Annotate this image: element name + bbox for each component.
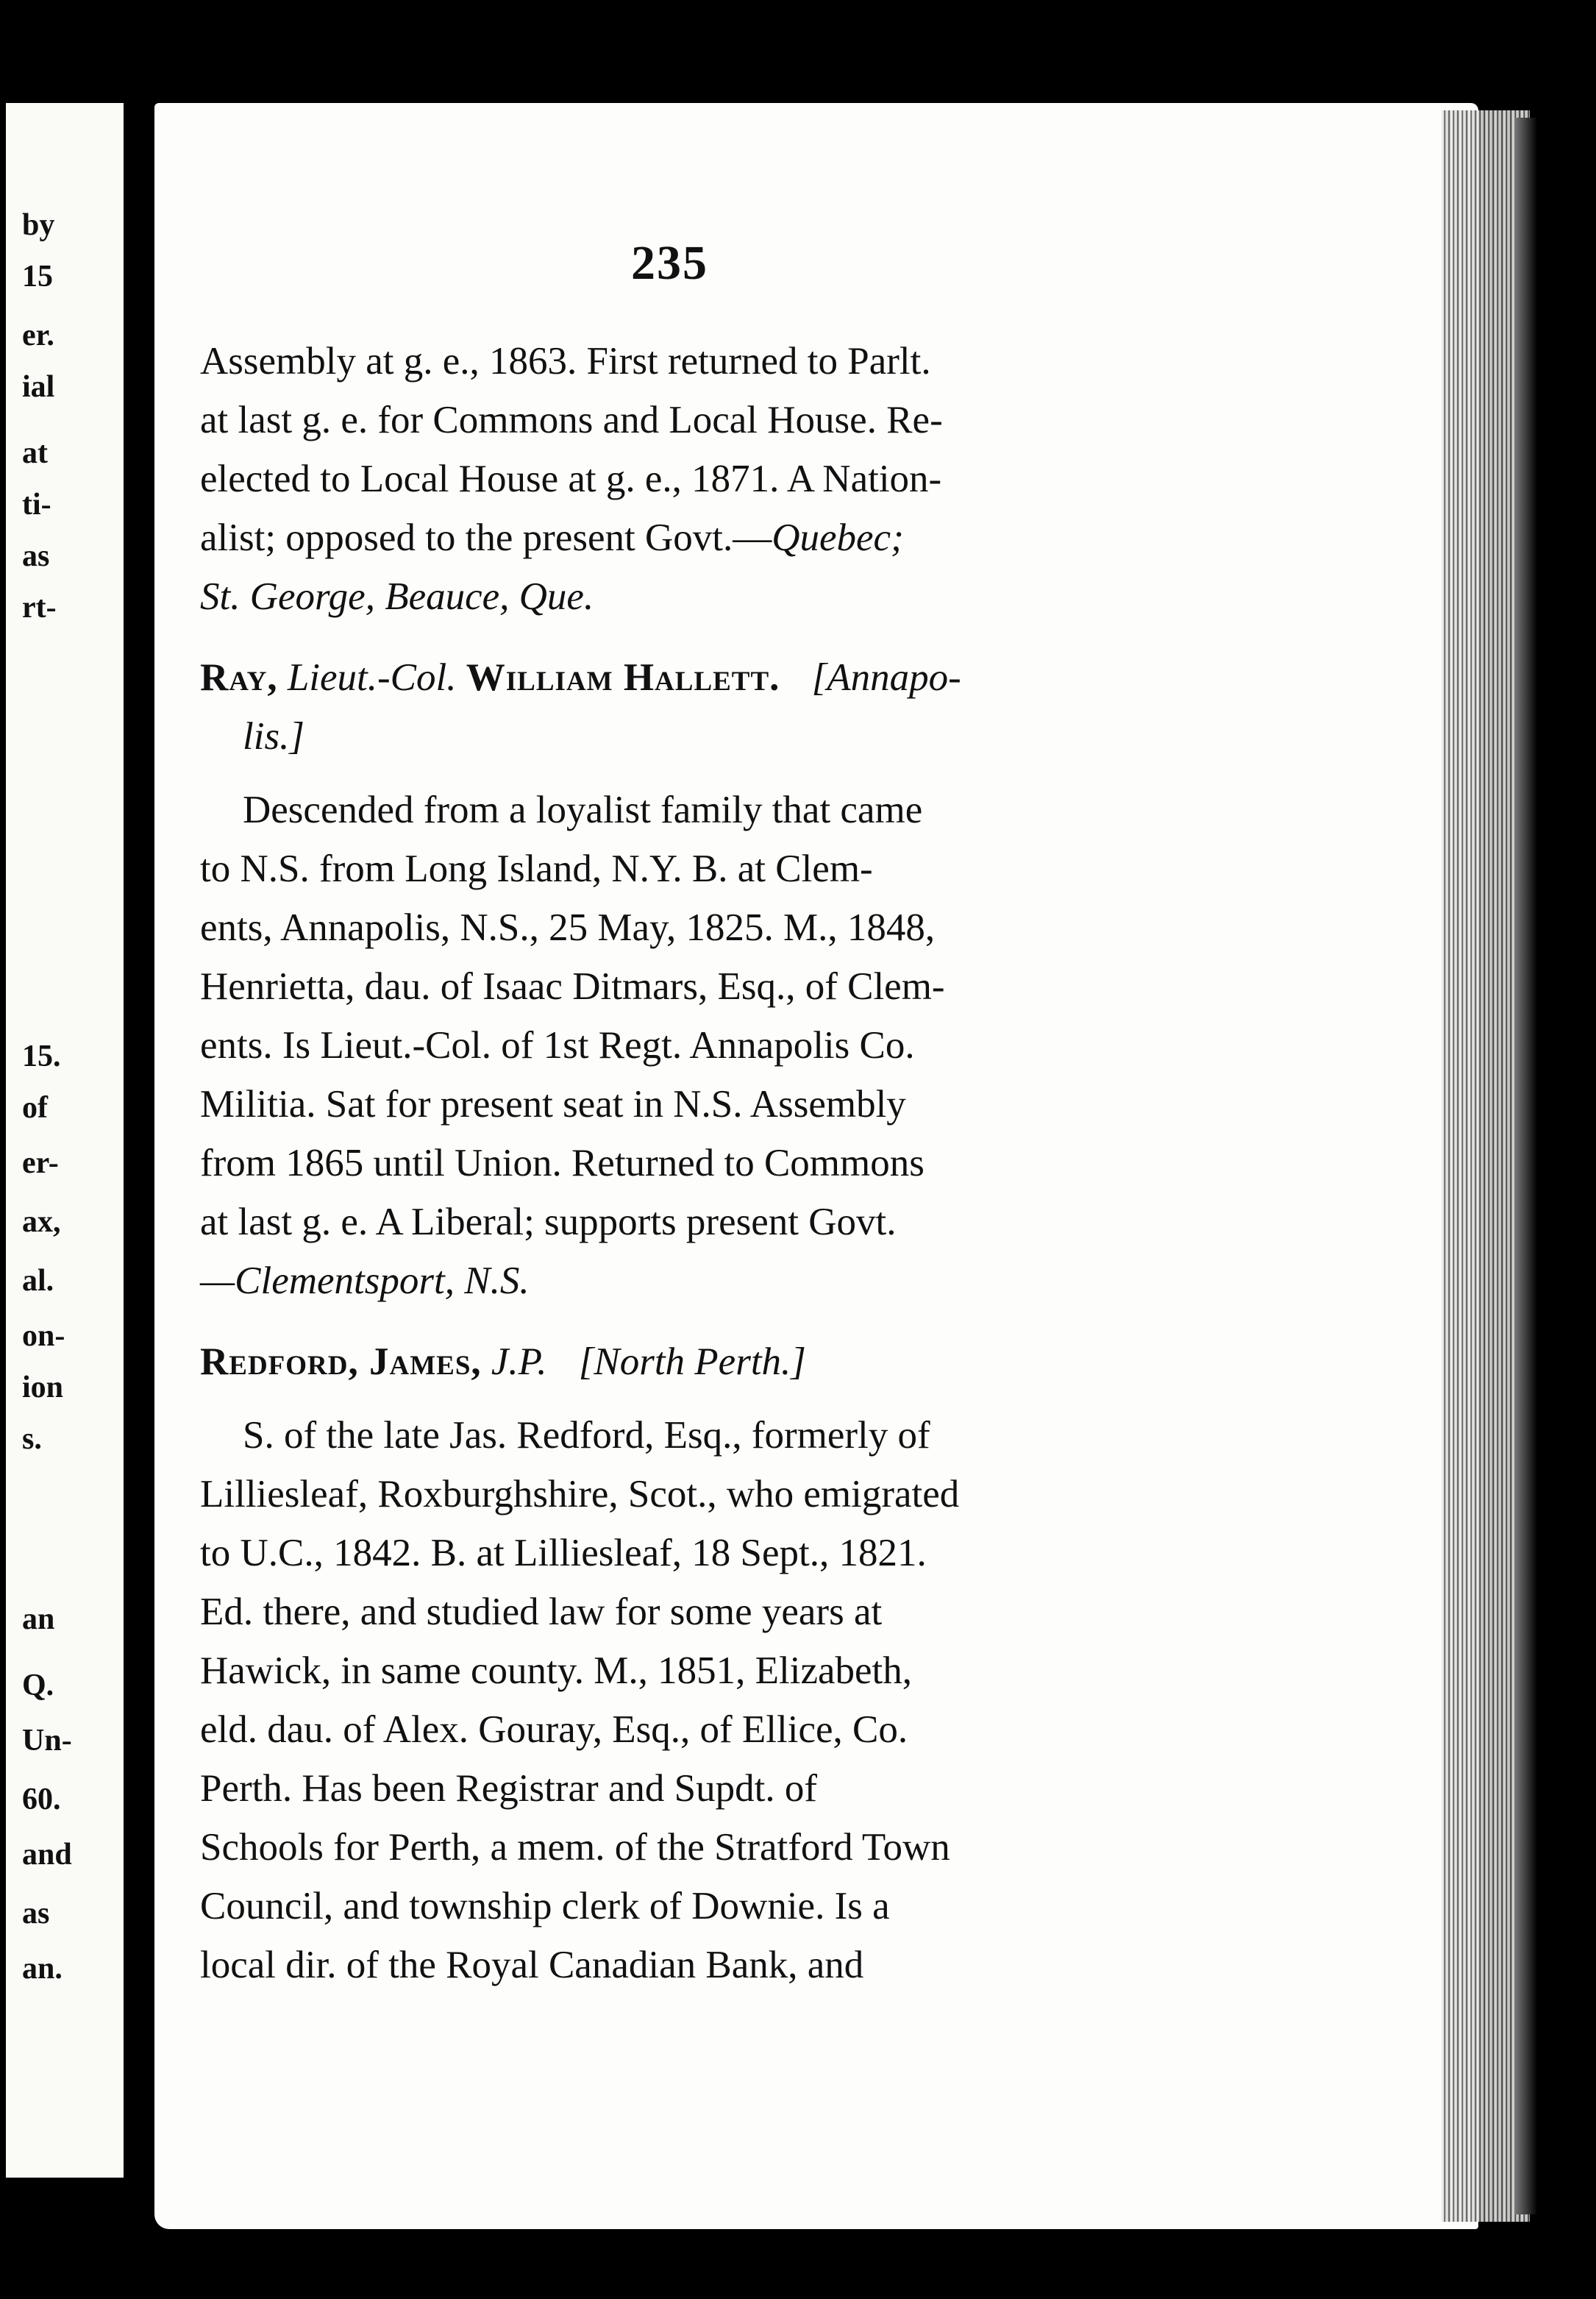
- entry-heading: [200, 658, 1200, 697]
- text-line: lis.]: [243, 715, 304, 758]
- page-edge-shadow: [1515, 118, 1537, 2214]
- text-line: Ed. there, and studied law for some years at: [200, 1591, 883, 1633]
- given-names: William Hallett.: [466, 656, 780, 699]
- margin-fragment: ti-: [22, 488, 51, 522]
- margin-fragment: Un-: [22, 1724, 72, 1758]
- text-line: S. of the late Jas. Redford, Esq., formerly of: [243, 1414, 930, 1457]
- text-line: Perth. Has been Registrar and Supdt. of: [200, 1767, 817, 1810]
- text-line: at last g. e. A Liberal; supports present Govt.: [200, 1201, 897, 1243]
- margin-fragment: ial: [22, 370, 55, 404]
- margin-fragment: er.: [22, 319, 54, 352]
- margin-fragment: Q.: [22, 1669, 54, 1702]
- text-line: Militia. Sat for present seat in N.S. Assembly: [200, 1083, 906, 1126]
- text-line: eld. dau. of Alex. Gouray, Esq., of Ellice, Co.: [200, 1708, 908, 1751]
- entry-heading: [200, 1340, 1200, 1383]
- margin-fragment: 15: [22, 260, 53, 294]
- margin-fragment: ax,: [22, 1205, 61, 1239]
- text-line: ents, Annapolis, N.S., 25 May, 1825. M., 1848,: [200, 906, 936, 949]
- text-line: local dir. of the Royal Canadian Bank, and: [200, 1944, 864, 1986]
- margin-fragment: an: [22, 1602, 55, 1636]
- margin-fragment: as: [22, 539, 50, 573]
- text-line: Henrietta, dau. of Isaac Ditmars, Esq., of Clem-: [200, 965, 945, 1008]
- text-line: elected to Local House at g. e., 1871. A Nation-: [200, 458, 942, 500]
- margin-fragment: an.: [22, 1952, 63, 1986]
- text-line: Schools for Perth, a mem. of the Stratford Town: [200, 1826, 950, 1869]
- margin-fragment: rt-: [22, 591, 57, 625]
- text-line: Lilliesleaf, Roxburghshire, Scot., who emigrated: [200, 1473, 960, 1516]
- text-span: alist; opposed to the present Govt.—: [200, 516, 772, 559]
- name: Redford, James,: [200, 1340, 482, 1383]
- text-line: from 1865 until Union. Returned to Commons: [200, 1142, 925, 1184]
- text-line: Hawick, in same county. M., 1851, Elizabeth,: [200, 1649, 913, 1692]
- margin-fragment: ion: [22, 1371, 64, 1404]
- text-line: Assembly at g. e., 1863. First returned to Parlt.: [200, 340, 931, 383]
- margin-fragment: by: [22, 208, 55, 242]
- text-line: to N.S. from Long Island, N.Y. B. at Clem-: [200, 848, 873, 890]
- margin-fragment: 15.: [22, 1040, 61, 1073]
- title-italic: J.P.: [491, 1340, 547, 1383]
- margin-fragment: s.: [22, 1422, 42, 1456]
- text-line: —Clementsport, N.S.: [200, 1259, 530, 1302]
- title-italic: Lieut.-Col.: [287, 656, 457, 699]
- margin-fragment: as: [22, 1897, 50, 1930]
- margin-fragment: at: [22, 436, 48, 470]
- text-line: at last g. e. for Commons and Local House. Re-: [200, 399, 943, 441]
- text-line: St. George, Beauce, Que.: [200, 575, 594, 618]
- text-line: to U.C., 1842. B. at Lilliesleaf, 18 Sept., 1821.: [200, 1532, 927, 1574]
- margin-fragment: 60.: [22, 1783, 61, 1816]
- left-neighbouring-page: [6, 103, 124, 2178]
- text-line: Council, and township clerk of Downie. Is a: [200, 1885, 890, 1927]
- text-line: Descended from a loyalist family that came: [243, 789, 923, 831]
- text-line: ents. Is Lieut.-Col. of 1st Regt. Annapolis Co.: [200, 1024, 915, 1067]
- margin-fragment: er-: [22, 1146, 59, 1180]
- margin-fragment: on-: [22, 1319, 65, 1353]
- constituency: [North Perth.]: [578, 1340, 806, 1383]
- place-italic: Quebec;: [772, 516, 904, 559]
- page-number: 235: [631, 236, 708, 290]
- text-line: [200, 516, 1200, 559]
- margin-fragment: of: [22, 1091, 48, 1125]
- constituency: [Annapo-: [811, 656, 961, 699]
- surname: Ray,: [200, 656, 278, 699]
- margin-fragment: al.: [22, 1264, 54, 1298]
- margin-fragment: and: [22, 1838, 72, 1872]
